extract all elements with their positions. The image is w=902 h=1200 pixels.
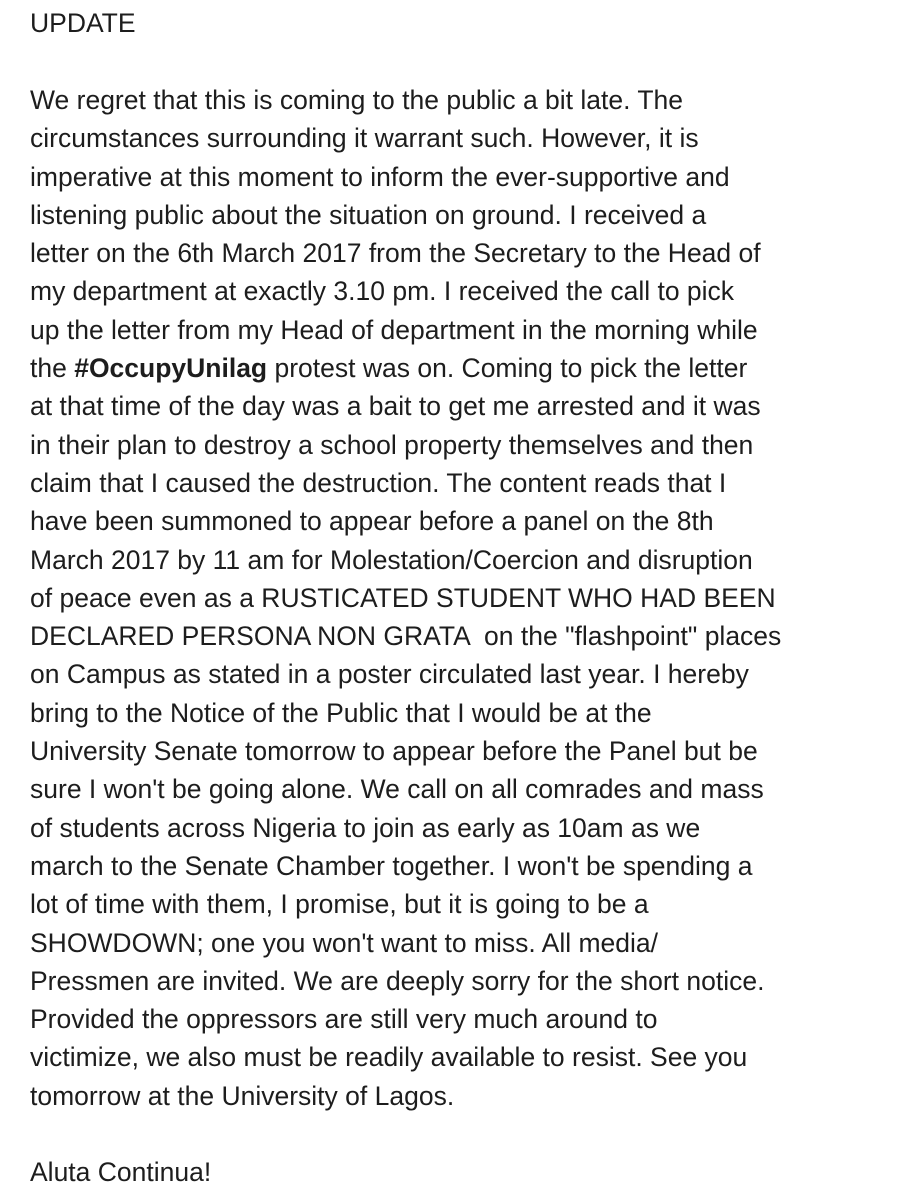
text-segment: protest was on. Coming to pick the letter <box>267 353 748 384</box>
text-line: letter on the 6th March 2017 from the Secretary to the Head of <box>30 238 761 269</box>
text-line: listening public about the situation on ground. I received a <box>30 199 707 230</box>
text-line: march to the Senate Chamber together. I won't be spending a <box>30 850 753 881</box>
text-line: tomorrow at the University of Lagos. <box>30 1080 455 1111</box>
text-line: at that time of the day was a bait to get me arrested and it was <box>30 391 761 422</box>
post-paragraph <box>30 81 890 1115</box>
text-line: have been summoned to appear before a panel on the 8th <box>30 506 714 537</box>
text-line: Pressmen are invited. We are deeply sorry for the short notice. <box>30 965 765 996</box>
hashtag-link[interactable]: #OccupyUnilag <box>74 353 268 384</box>
post-heading: UPDATE <box>30 8 136 38</box>
text-line: lot of time with them, I promise, but it is going to be a <box>30 889 649 920</box>
text-line: of peace even as a RUSTICATED STUDENT WHO HAD BEEN <box>30 582 776 613</box>
text-line: circumstances surrounding it warrant such. However, it is <box>30 123 699 154</box>
text-line: Provided the oppressors are still very much around to <box>30 1004 658 1035</box>
text-line: We regret that this is coming to the public a bit late. The <box>30 85 684 115</box>
text-segment: the <box>30 353 75 384</box>
text-line: up the letter from my Head of department in the morning while <box>30 314 758 345</box>
text-line: of students across Nigeria to join as early as 10am as we <box>30 812 701 843</box>
post-body <box>30 0 890 1191</box>
text-line: my department at exactly 3.10 pm. I received the call to pick <box>30 276 735 307</box>
text-line: in their plan to destroy a school property themselves and then <box>30 429 754 460</box>
text-line: sure I won't be going alone. We call on all comrades and mass <box>30 774 764 805</box>
text-line: claim that I caused the destruction. The content reads that I <box>30 467 727 498</box>
text-line: SHOWDOWN; one you won't want to miss. All media/ <box>30 927 659 958</box>
text-line: victimize, we also must be readily available to resist. See you <box>30 1042 748 1073</box>
text-line: March 2017 by 11 am for Molestation/Coercion and disruption <box>30 544 753 575</box>
text-line: DECLARED PERSONA NON GRATA on the "flashpoint" places <box>30 621 782 652</box>
post-signoff: Aluta Continua! <box>30 1157 212 1188</box>
text-line-hashtag <box>30 349 890 387</box>
text-line: University Senate tomorrow to appear before the Panel but be <box>30 736 758 767</box>
text-line: on Campus as stated in a poster circulated last year. I hereby <box>30 659 749 690</box>
text-line: bring to the Notice of the Public that I would be at the <box>30 697 652 728</box>
paragraph-gap <box>30 42 890 81</box>
text-line: imperative at this moment to inform the ever-supportive and <box>30 161 730 192</box>
